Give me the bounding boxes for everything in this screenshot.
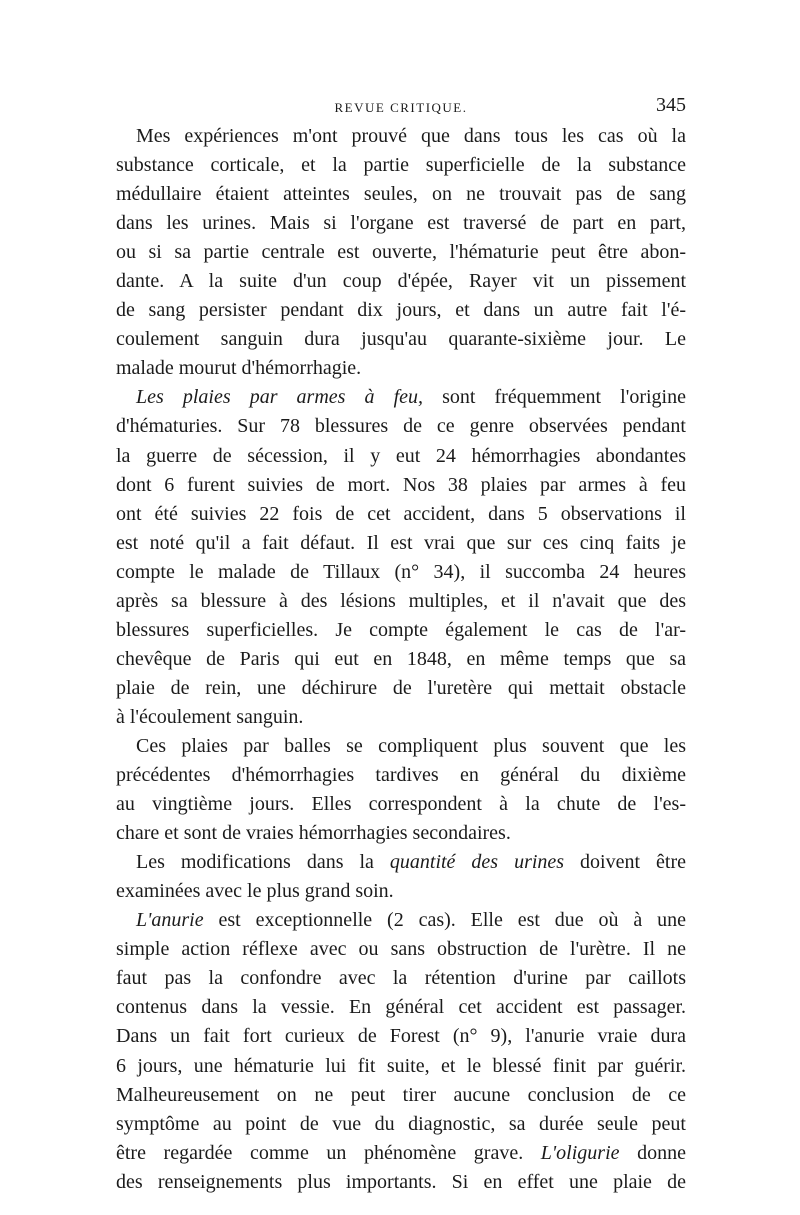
text-line: après sa blessure à des lésions multiples, et il n'avait que des [116, 589, 686, 612]
text-line: Mes expériences m'ont prouvé que dans tous les cas où la [136, 125, 686, 147]
text-line: dante. A la suite d'un coup d'épée, Rayer vit un pissement [116, 270, 686, 293]
text-line: simple action réflexe avec ou sans obstruction de l'urètre. Il ne [116, 938, 686, 961]
text-line: symptôme au point de vue du diagnostic, sa durée seule peut [116, 1112, 686, 1135]
text-line: précédentes d'hémorrhagies tardives en général du dixième [116, 764, 686, 787]
text-line: malade mourut d'hémorrhagie. [116, 357, 362, 380]
text-line: 6 jours, une hématurie lui fit suite, et le blessé finit par guérir. [116, 1054, 686, 1077]
text-line: Les modifications dans la quantité des urines doivent être [136, 851, 686, 874]
text-line: médullaire étaient atteintes seules, on ne trouvait pas de sang [116, 183, 686, 206]
text-line: examinées avec le plus grand soin. [116, 880, 394, 903]
page-header [116, 94, 686, 124]
text-line: blessures superficielles. Je compte également le cas de l'ar- [116, 618, 686, 641]
text-line: à l'écoulement sanguin. [116, 705, 304, 728]
text-line: faut pas la confondre avec la rétention d'urine par caillots [116, 967, 686, 990]
text-line: substance corticale, et la partie superficielle de la substance [116, 154, 686, 177]
page-number: 345 [656, 94, 686, 116]
text-line: est noté qu'il a fait défaut. Il est vrai que sur ces cinq faits je [116, 531, 686, 554]
text-line: dans les urines. Mais si l'organe est traversé de part en part, [116, 212, 686, 235]
text-line: Dans un fait fort curieux de Forest (n° 9), l'anurie vraie dura [116, 1025, 686, 1048]
text-line: être regardée comme un phénomène grave. L'oligurie donne [116, 1141, 686, 1164]
text-line: ont été suivies 22 fois de cet accident, dans 5 observations il [116, 502, 686, 525]
text-line: Les plaies par armes à feu, sont fréquemment l'origine [136, 386, 686, 409]
text-line: chevêque de Paris qui eut en 1848, en même temps que sa [116, 647, 686, 670]
text-line: Ces plaies par balles se compliquent plus souvent que les [136, 734, 686, 757]
text-line: de sang persister pendant dix jours, et dans un autre fait l'é- [116, 299, 686, 322]
text-line: dont 6 furent suivies de mort. Nos 38 plaies par armes à feu [116, 473, 686, 496]
text-line: ou si sa partie centrale est ouverte, l'hématurie peut être abon- [116, 241, 686, 264]
text-line: plaie de rein, une déchirure de l'uretère qui mettait obstacle [116, 676, 686, 699]
text-line: d'hématuries. Sur 78 blessures de ce genre observées pendant [116, 415, 686, 438]
running-head: REVUE CRITIQUE. [334, 100, 468, 115]
text-line: L'anurie est exceptionnelle (2 cas). Elle est due où à une [136, 909, 686, 932]
text-line: chare et sont de vraies hémorrhagies secondaires. [116, 822, 511, 845]
text-line: compte le malade de Tillaux (n° 34), il succomba 24 heures [116, 560, 686, 583]
text-line: Malheureusement on ne peut tirer aucune conclusion de ce [116, 1083, 686, 1106]
text-line: la guerre de sécession, il y eut 24 hémorrhagies abondantes [116, 444, 686, 467]
text-line: des renseignements plus importants. Si en effet une plaie de [116, 1170, 686, 1193]
text-line: au vingtième jours. Elles correspondent à la chute de l'es- [116, 793, 686, 816]
text-line: contenus dans la vessie. En général cet accident est passager. [116, 996, 686, 1019]
text-line: coulement sanguin dura jusqu'au quarante-sixième jour. Le [116, 328, 686, 351]
body-text [116, 122, 686, 1197]
